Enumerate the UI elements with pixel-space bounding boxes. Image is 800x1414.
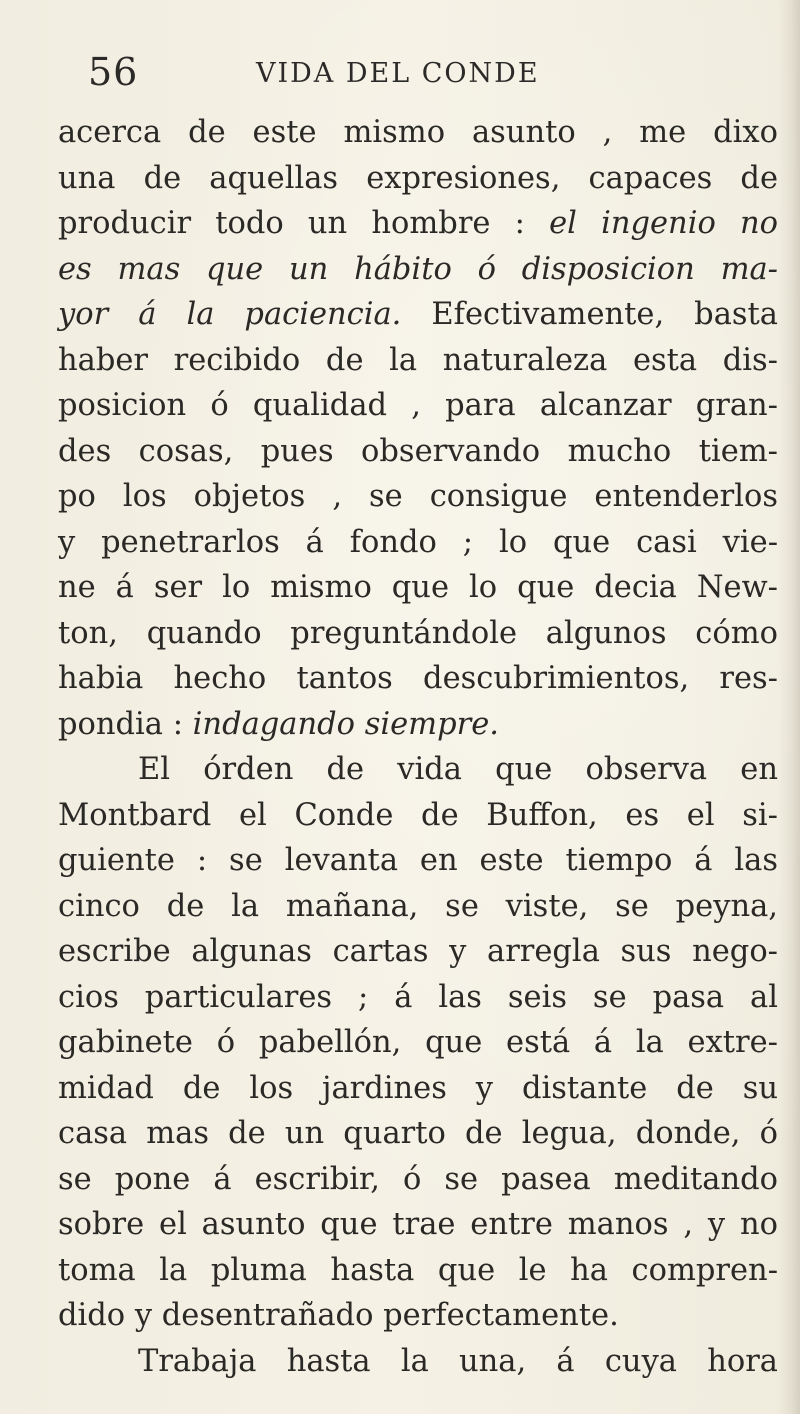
text-segment: se pone á escribir, ó se pasea meditando [58, 1161, 778, 1197]
text-segment: acerca de este mismo asunto , me dixo [58, 115, 778, 150]
italic-text-segment: yor á la paciencia. [58, 297, 402, 332]
text-segment: des cosas, pues observando mucho tiem- [58, 433, 778, 469]
text-segment: producir todo un hombre : [58, 206, 550, 241]
text-segment: toma la pluma hasta que le ha compren- [58, 1252, 778, 1288]
text-segment: ne á ser lo mismo que lo que decia New- [58, 570, 778, 605]
text-segment: Montbard el Conde de Buffon, es el si- [58, 797, 778, 833]
body-text [58, 110, 778, 1384]
text-segment: cinco de la mañana, se viste, se peyna, [58, 888, 778, 924]
text-line [58, 520, 778, 566]
text-segment: po los objetos , se consigue entenderlos [58, 479, 778, 514]
text-segment: posicion ó qualidad , para alcanzar gran- [58, 388, 778, 423]
text-line [58, 929, 778, 975]
text-line [58, 338, 778, 384]
italic-text-segment: es mas que un hábito ó disposicion ma- [58, 251, 778, 287]
text-line [58, 292, 778, 338]
text-segment: dido y desentrañado perfectamente. [58, 1298, 619, 1333]
text-line [58, 565, 778, 611]
text-line [58, 793, 778, 839]
text-segment: haber recibido de la naturaleza esta dis- [58, 342, 778, 378]
text-segment: y penetrarlos á fondo ; lo que casi vie- [58, 524, 778, 560]
text-line [58, 429, 778, 475]
running-head: VIDA DEL CONDE [256, 58, 540, 89]
page-number: 56 [88, 50, 139, 94]
text-segment: guiente : se levanta en este tiempo á las [58, 843, 778, 878]
text-segment: gabinete ó pabellón, que está á la extre- [58, 1025, 778, 1060]
text-line [58, 1020, 778, 1066]
text-line [58, 156, 778, 202]
text-line [58, 1066, 778, 1112]
text-line [58, 838, 778, 884]
page-header [88, 40, 608, 100]
text-segment: Efectivamente, basta [401, 297, 778, 332]
text-line [58, 656, 778, 702]
italic-text-segment: el ingenio no [549, 206, 778, 241]
page-edge-shadow [778, 0, 800, 1414]
text-segment: midad de los jardines y distante de su [58, 1070, 778, 1106]
text-line [58, 1293, 778, 1339]
text-line [58, 702, 778, 748]
text-line [58, 1157, 778, 1203]
text-line [58, 611, 778, 657]
text-segment: El órden de vida que observa en [138, 752, 778, 787]
text-line [58, 1248, 778, 1294]
text-line [58, 201, 778, 247]
text-line [58, 1339, 778, 1385]
text-line [58, 247, 778, 293]
text-segment: sobre el asunto que trae entre manos , y no [58, 1207, 778, 1242]
text-line [58, 383, 778, 429]
text-segment: casa mas de un quarto de legua, donde, ó [58, 1116, 778, 1151]
text-line [58, 975, 778, 1021]
text-segment: cios particulares ; á las seis se pasa al [58, 979, 778, 1015]
text-segment: Trabaja hasta la una, á cuya hora [138, 1343, 778, 1379]
text-line [58, 1111, 778, 1157]
text-line [58, 110, 778, 156]
text-segment: escribe algunas cartas y arregla sus nego- [58, 934, 778, 969]
italic-text-segment: indagando siempre. [192, 706, 499, 742]
text-line [58, 474, 778, 520]
text-line [58, 1202, 778, 1248]
text-segment: pondia : [58, 706, 193, 742]
text-line [58, 884, 778, 930]
text-segment: ton, quando preguntándole algunos cómo [58, 615, 778, 651]
text-line [58, 747, 778, 793]
text-segment: una de aquellas expresiones, capaces de [58, 160, 778, 196]
text-segment: habia hecho tantos descubrimientos, res- [58, 661, 778, 696]
